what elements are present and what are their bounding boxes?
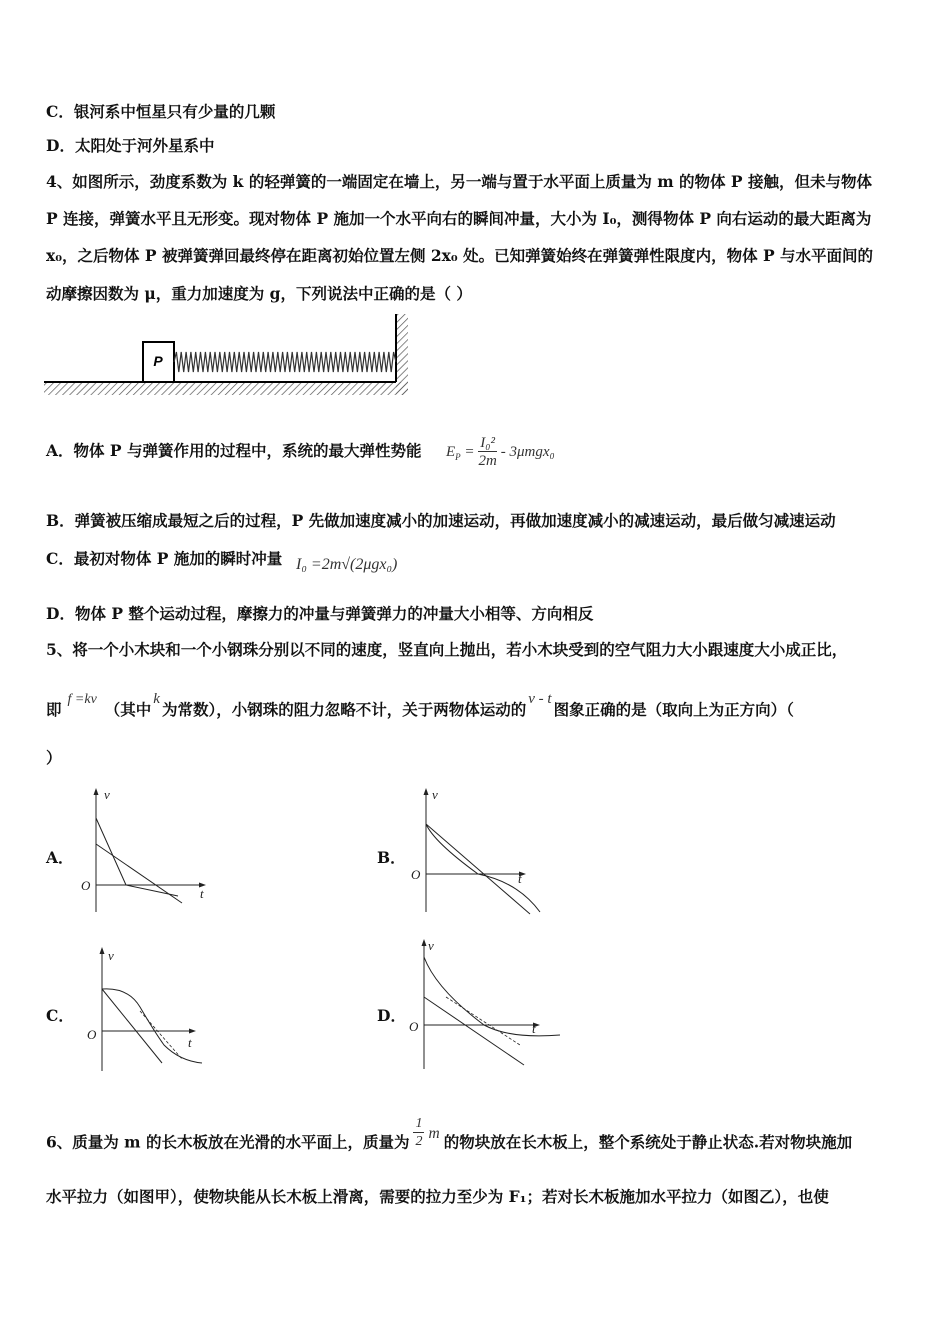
q6-line-1: 6、质量为 m 的长木板放在光滑的水平面上，质量为 $\frac{1}{2}$ m 的物块放在长木板上，整个系统处于静止状态.若对物块施加 xyxy=(46,1116,853,1152)
q4-option-a: A．物体 P 与弹簧作用的过程中，系统的最大弹性势能 xyxy=(46,441,422,460)
q5-line-3: ） xyxy=(46,748,62,767)
graph-b-v-label: v xyxy=(432,787,438,802)
graph-a-origin: O xyxy=(81,878,91,893)
graph-a-t-label: t xyxy=(200,886,204,901)
graph-b-t-label: t xyxy=(518,871,522,886)
q4-line-2: P 连接，弹簧水平且无形变。现对物体 P 施加一个水平向右的瞬间冲量，大小为 I₀，测得物体 P 向右运动的最大距离为 xyxy=(46,209,872,228)
q4-line-3: x₀，之后物体 P 被弹簧弹回最终停在距离初始位置左侧 2x₀ 处。已知弹簧始终在弹簧弹性限度内，物体 P 与水平面间的 xyxy=(46,246,874,265)
graph-d-origin: O xyxy=(409,1019,419,1034)
q6-fraction: $\frac{1}{2}$ xyxy=(415,1116,423,1149)
spring-figure xyxy=(44,314,414,400)
option-c-previous: C．银河系中恒星只有少量的几颗 xyxy=(46,102,276,121)
graph-d-t-label: t xyxy=(532,1021,536,1036)
wall-hatch xyxy=(396,314,408,395)
q4-option-c-formula: I₀ =2m√(2μgx₀) xyxy=(296,556,398,573)
q4-line-1: 4、如图所示，劲度系数为 k 的轻弹簧的一端固定在墙上，另一端与置于水平面上质量为 m 的物体 P 接触，但未与物体 xyxy=(46,172,872,191)
graph-c xyxy=(84,945,224,1075)
q6-line-2: 水平拉力（如图甲），使物块能从长木板上滑离，需要的拉力至少为 F₁；若对长木板施加水平拉力（如图乙），也使 xyxy=(46,1187,829,1206)
graph-a-v-arrow xyxy=(94,788,99,795)
graph-b-curve-wood xyxy=(426,824,540,912)
graph-a-v-label: v xyxy=(104,787,110,802)
graph-d-dashed-tangent xyxy=(446,997,520,1045)
floor-hatch xyxy=(44,382,408,395)
spring xyxy=(174,352,396,372)
graph-b-origin: O xyxy=(411,867,421,882)
graph-c-origin: O xyxy=(87,1027,97,1042)
graph-c-line-steel xyxy=(102,989,162,1063)
graph-b-label: B． xyxy=(377,848,406,867)
q4-option-d: D．物体 P 整个运动过程，摩擦力的冲量与弹簧弹力的冲量大小相等、方向相反 xyxy=(46,604,594,623)
q4-option-a-formula: $E_P$ = $\frac{\text{I₀²}}{2m}$ - 3μmgx₀ xyxy=(446,435,555,469)
graph-a-label: A． xyxy=(46,848,74,867)
graph-b-line-steel xyxy=(426,824,530,914)
graph-d-v-label: v xyxy=(428,938,434,953)
q4-option-b: B．弹簧被压缩成最短之后的过程，P 先做加速度减小的加速运动，再做加速度减小的减速运动，最后做匀减速运动 xyxy=(46,511,836,530)
q4-line-4: 动摩擦因数为 μ，重力加速度为 g，下列说法中正确的是（ ） xyxy=(46,284,472,303)
q4-option-c: C．最初对物体 P 施加的瞬时冲量 xyxy=(46,549,283,568)
graph-a-line-wood xyxy=(96,818,126,885)
graph-c-t-label: t xyxy=(188,1035,192,1050)
q5-line-2: 即f =kv（其中k为常数），小钢珠的阻力忽略不计，关于两物体运动的v - t图象正确的是（取向上为正方向）（ xyxy=(46,691,794,719)
graph-d-curve-wood xyxy=(424,957,560,1036)
block-p-label: P xyxy=(153,353,163,369)
graph-c-label: C． xyxy=(46,1006,74,1025)
graph-c-t-arrow xyxy=(189,1029,196,1034)
graph-d-line-steel xyxy=(424,997,524,1065)
option-d-previous: D．太阳处于河外星系中 xyxy=(46,136,215,155)
graph-c-curve-wood xyxy=(102,989,202,1063)
graph-a xyxy=(78,786,218,916)
graph-b xyxy=(408,786,548,916)
graph-c-v-label: v xyxy=(108,948,114,963)
q5-line-1: 5、将一个小木块和一个小钢珠分别以不同的速度，竖直向上抛出，若小木块受到的空气阻力大小跟速度大小成正比， xyxy=(46,640,848,659)
graph-d-v-arrow xyxy=(422,939,427,946)
graph-d-label: D． xyxy=(377,1006,406,1025)
graph-d xyxy=(406,937,566,1077)
graph-c-v-arrow xyxy=(100,947,105,954)
graph-b-v-arrow xyxy=(424,788,429,795)
graph-a-line-steel xyxy=(96,844,182,903)
